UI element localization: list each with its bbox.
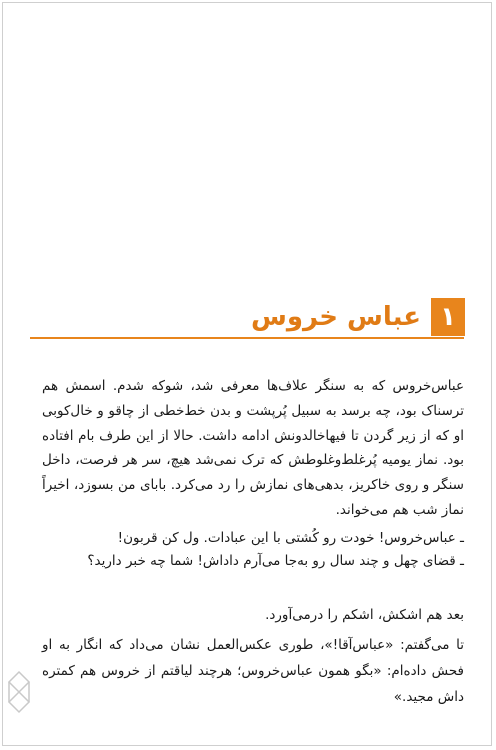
paragraph-opening: عباس‌خروس که به سنگر علاف‌ها معرفی شد، شوکه شدم. اسمش هم ترسناک بود، چه برسد به سبیل پُرپشت و بدن خط‌خطی از چاقو و خال‌کوبی او که از زیر گردن تا فیهاخالدونش ادامه داشت. حالا از این طرف بام افتاده بود. نماز یومیه پُرغلط‌وغلوطش که ترک نمی‌شد هیچ، سر هر فرصت، داخل سنگر و روی خاکریز، بدهی‌های نمازش را رد می‌کرد. بابای من بسوزد، اخیراً نماز شب هم می‌خواند. <box>42 378 464 518</box>
header-rule <box>30 337 464 339</box>
chapter-title: عباس خروس <box>250 302 421 332</box>
dialogue-line-2: ـ قضای چهل و چند سال رو به‌جا می‌آرم داداش! شما چه خبر دارید؟ <box>87 553 464 569</box>
publisher-seal-icon <box>4 668 34 718</box>
chapter-header <box>250 298 465 338</box>
dialogue-line-1: ـ عباس‌خروس! خودت رو کُشتی با این عبادات. ول کن قربون! <box>117 530 464 546</box>
paragraph-tears: بعد هم اشکش، اشکم را درمی‌آورد. <box>265 607 464 623</box>
paragraph-final: تا می‌گفتم: «عباس‌آقا!»، طوری عکس‌العمل نشان می‌داد که انگار به او فحش داده‌ام: «بگو همون عباس‌خروس؛ هرچند لیاقتم از خروس هم کمتره داش مجید.» <box>42 637 464 705</box>
chapter-number: ۱ <box>431 298 465 336</box>
